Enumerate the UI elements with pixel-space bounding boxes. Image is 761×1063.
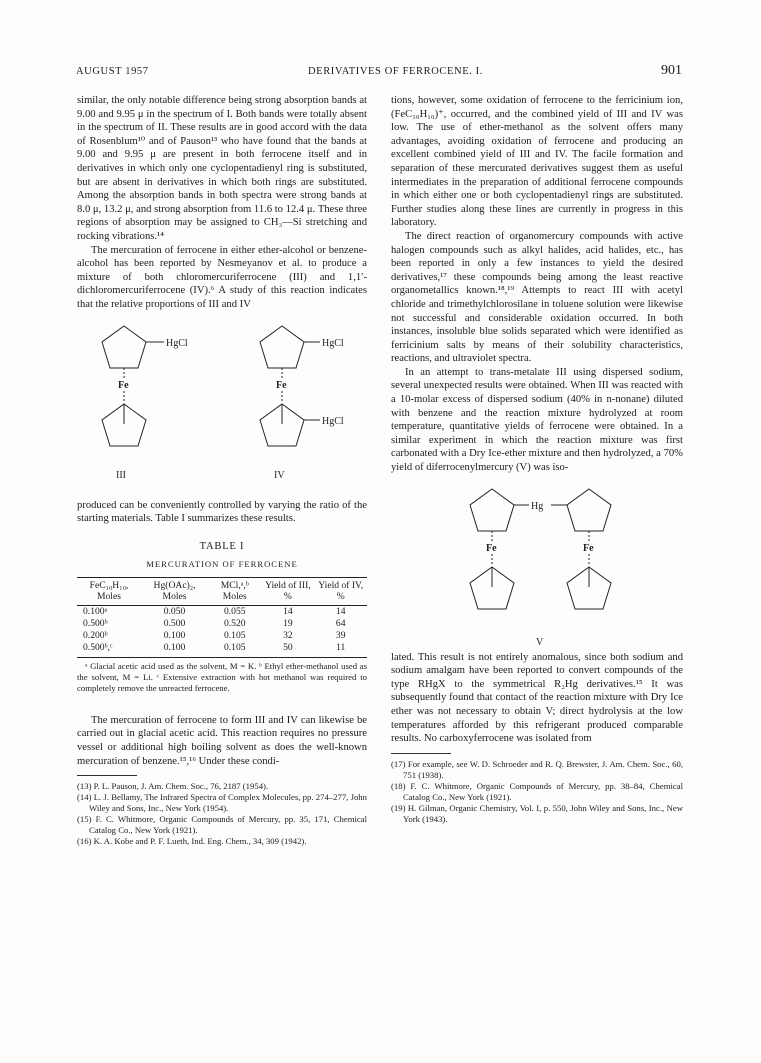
footnote: (16) K. A. Kobe and P. F. Lueth, Ind. Eng. Chem., 34, 309 (1942). — [77, 836, 307, 847]
paragraph: In an attempt to trans-metalate III using dispersed sodium, several unexpected results were obtained. When III was reacted with a 10-molar excess of dispersed sodium (40% in n-nonane) diluted with benzene and the reaction mixture hydrolyzed at room temperature, quantitative yields of ferrocene were obtained. In a similar experiment in which the reaction mixture was first carbonated with a Dry Ice-ether mixture and then hydrolyzed, a 70% yield of diferrocenylmercury (V) was iso- — [391, 366, 683, 474]
footnote: (14) L. J. Bellamy, The Infrared Spectra of Complex Molecules, pp. 274–277, John Wiley and Sons, Inc., New York (1954). — [77, 792, 367, 814]
table-header-row — [77, 577, 367, 605]
paragraph: The direct reaction of organomercury compounds with active halogen compounds such as alkyl halides, acid halides, etc., has been reported in only a few instances to yield the desired derivatives,¹⁷ these compounds being among the least reactive organometallics known.¹⁸,¹⁹ Attempts to react III with acetyl chloride and trimethylchlorosilane in toluene solution were likewise not successful and considerable oxidation occurred. In both instances, insoluble blue solids separated which were identified as ferricinium salts by means of their solubility characteristics, reactions, and ultraviolet spectra. — [391, 230, 683, 365]
table-cell: 39 — [335, 629, 346, 641]
footnote-divider — [391, 753, 451, 754]
running-header — [76, 64, 682, 80]
right-column — [391, 94, 683, 825]
table-title: TABLE I — [199, 540, 245, 552]
hg-label: Hg — [531, 500, 544, 512]
mercuration-table — [77, 577, 367, 658]
column-header: Yield of III, % — [261, 577, 314, 605]
fe-label: Fe — [276, 379, 287, 391]
table-cell: 32 — [283, 629, 293, 641]
figure-structures-III-IV — [77, 318, 367, 513]
footnote: (17) For example, see W. D. Schroeder and R. Q. Brewster, J. Am. Chem. Soc., 60, 751 (1938). — [391, 758, 683, 780]
table-cell: 11 — [314, 642, 367, 658]
table-cell: 0.520 — [223, 617, 246, 629]
paragraph: The mercuration of ferrocene in either ether-alcohol or benzene-alcohol has been reported by Nesmeyanov et al. to produce a mixture of both chloromercuriferrocene (III) and 1,1′-dichloromercuriferrocene (IV).⁶ A study of this reaction indicates that the relative proportions of III and IV — [77, 244, 367, 310]
structure-diagram — [77, 318, 367, 513]
cyclopentadienyl-ring — [102, 326, 146, 368]
table-row — [77, 630, 367, 642]
hgcl-label: HgCl — [166, 337, 188, 349]
table-cell: 0.100 — [163, 629, 186, 641]
fe-label: Fe — [583, 542, 594, 554]
table-cell: 19 — [283, 617, 293, 629]
table-cell: 0.200ᵇ — [83, 629, 108, 641]
footnote: (18) F. C. Whitmore, Organic Compounds of Mercury, pp. 38–84, Chemical Catalog Co., New York (1921). — [391, 780, 683, 802]
table-cell: 14 — [283, 605, 293, 617]
column-header: FeC₁₀H₁₀, Moles — [77, 577, 141, 605]
paragraph: lated. This result is not entirely anomalous, since both sodium and sodium amalgam have been reported to convert compounds of the type RHgX to the symmetrical R₂Hg derivatives.¹⁵ It was subsequently found that contact of the reaction mixture with Dry Ice ether was not necessary to obtain V; direct hydrolysis at the low temperatures afforded by this refrigerant produced comparable results. No carboxyferrocene was isolated from — [391, 651, 683, 745]
table-cell: 14 — [335, 605, 346, 617]
footnote-divider — [77, 775, 137, 776]
header-title: DERIVATIVES OF FERROCENE. I. — [308, 66, 483, 77]
compound-label-III: III — [116, 469, 126, 481]
fe-label: Fe — [118, 379, 129, 391]
hgcl-label: HgCl — [322, 337, 344, 349]
paragraph: The mercuration of ferrocene to form III and IV can likewise be carried out in glacial acetic acid. This reaction requires no pressure vessel or additional high boiling solvent as does the well-known mercuration of benzene.¹⁵,¹⁶ Under these condi- — [77, 714, 367, 767]
table-cell: 0.100ᵃ — [83, 605, 108, 617]
footnotes-left — [77, 781, 367, 847]
column-header: MCl,ᵃ,ᵇ Moles — [208, 577, 261, 605]
structure-diagram — [391, 481, 683, 651]
table-cell: 0.055 — [223, 605, 246, 617]
table-cell: 0.500ᵇ,ᶜ — [77, 642, 141, 658]
table-row — [77, 642, 367, 658]
header-date: AUGUST 1957 — [76, 66, 149, 77]
table-cell: 0.050 — [163, 605, 186, 617]
left-column — [77, 94, 367, 847]
column-header: Hg(OAc)₂, Moles — [141, 577, 208, 605]
table-cell: 64 — [335, 617, 346, 629]
footnote: (15) F. C. Whitmore, Organic Compounds of Mercury, pp. 35, 171, Chemical Catalog Co., New York (1921). — [77, 814, 367, 836]
table-notes: ᵃ Glacial acetic acid used as the solvent, M = K. ᵇ Ethyl ether-methanol used as the solvent, M = Li. ᶜ Extensive extraction with hot methanol was required to completely remove the unreacted ferrocene. — [77, 660, 367, 693]
table-row — [77, 618, 367, 630]
figure-structure-V — [391, 481, 683, 651]
table-cell: 0.500 — [163, 617, 186, 629]
table-subtitle: MERCURATION OF FERROCENE — [146, 559, 298, 570]
cyclopentadienyl-ring — [470, 489, 514, 531]
column-header: Yield of IV, % — [314, 577, 367, 605]
table-row — [77, 605, 367, 618]
footnote: (13) P. L. Pauson, J. Am. Chem. Soc., 76, 2187 (1954). — [77, 781, 269, 792]
table-cell: 0.105 — [208, 642, 261, 658]
table-cell: 50 — [261, 642, 314, 658]
hgcl-label: HgCl — [322, 415, 344, 427]
table-cell: 0.105 — [223, 629, 246, 641]
compound-label-V: V — [536, 636, 544, 648]
fe-label: Fe — [486, 542, 497, 554]
cyclopentadienyl-ring — [260, 326, 304, 368]
footnote: (19) H. Gilman, Organic Chemistry, Vol. I, p. 550, John Wiley and Sons, Inc., New York (1943). — [391, 802, 683, 824]
footnotes-right — [391, 759, 683, 825]
compound-label-IV: IV — [274, 469, 285, 481]
paragraph: produced can be conveniently controlled by varying the ratio of the starting materials. Table I summarizes these results. — [77, 499, 367, 525]
cyclopentadienyl-ring — [567, 489, 611, 531]
page-number: 901 — [661, 63, 682, 78]
paragraph: similar, the only notable difference being strong absorption bands at 9.00 and 9.95 μ in the spectrum of I. Both bands were totally absent in the spectrum of II. These results are in good accord with the data of Rosenblum¹⁰ and of Pauson¹³ who have found that the bands at 9.00 and 9.95 μ are present in both ferrocene itself and in derivatives in which only one cyclopentadienyl ring is substituted, but are absent in derivatives in which both rings are substituted. Among the absorption bands in both spectra were strong bands at 8.0 μ, 13.2 μ, and strong absorption from 11.6 to 12.4 μ. These three regions of absorption may be assigned to CH₃—Si stretching and rocking vibrations.¹⁴ — [77, 95, 367, 242]
paragraph: tions, however, some oxidation of ferrocene to the ferricinium ion, (FeC₁₀H₁₀)⁺, occurred, and the combined yield of III and IV was low. The use of ether-methanol as the solvent offers many advantages, avoiding oxidation of ferrocene and producing an excellent combined yield of III and IV. The facile formation and separation of these mercurated derivatives suggest them as useful intermediates in the preparation of additional ferrocene compounds in which either one or both cyclopentadienyl rings are substituted. Further studies along these lines are currently in progress in this laboratory. — [391, 95, 683, 229]
table-cell: 0.100 — [141, 642, 208, 658]
table-cell: 0.500ᵇ — [83, 617, 108, 629]
